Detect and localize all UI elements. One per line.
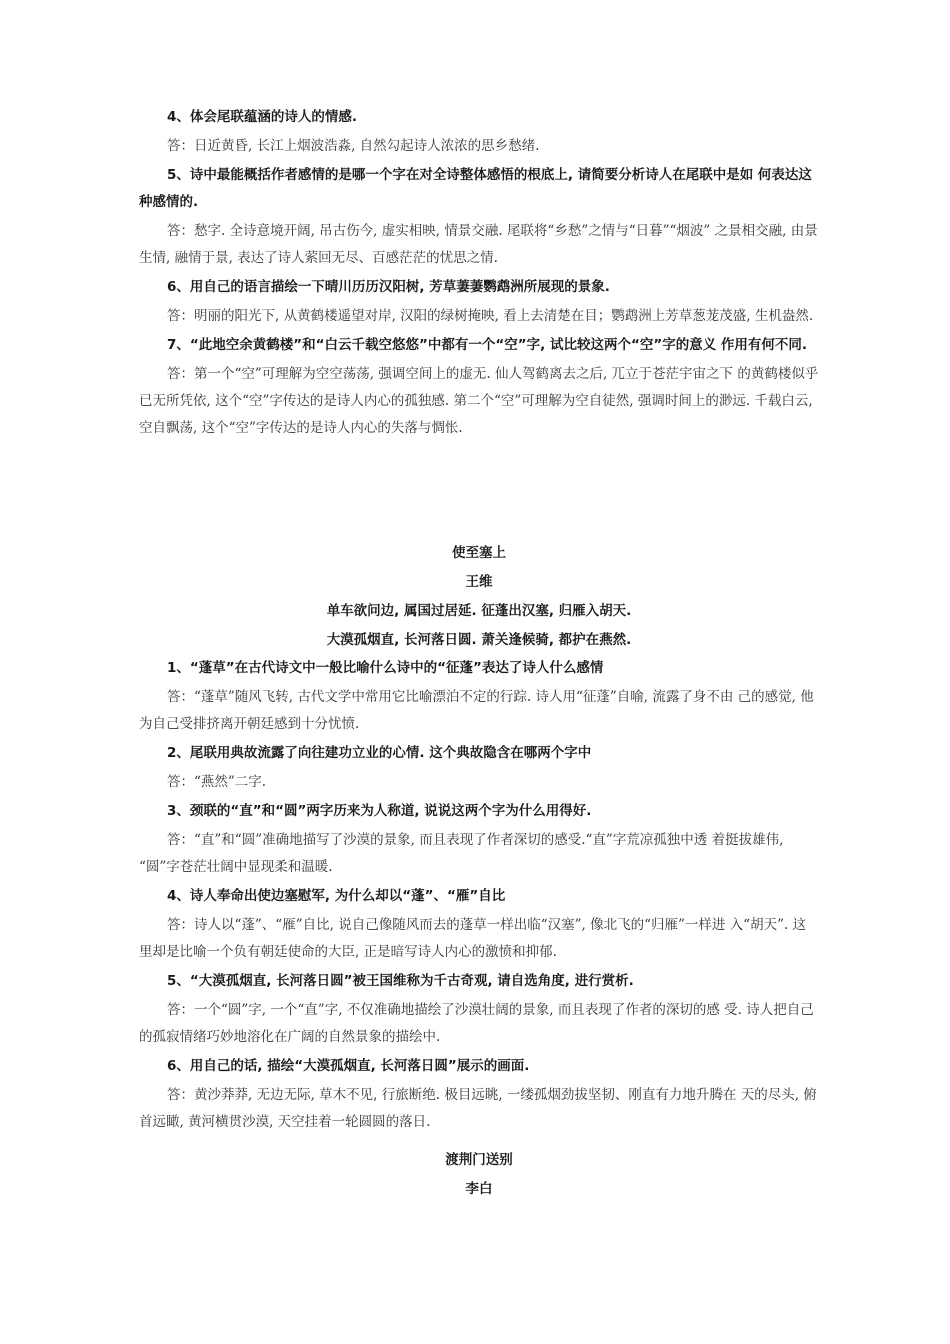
- poem-line-1: 单车欲问边, 属国过居延. 征蓬出汉塞, 归雁入胡天.: [326, 603, 632, 619]
- question-1: 1、“蓬草”在古代诗文中一般比喻什么诗中的“征蓬”表达了诗人什么感情: [167, 660, 604, 676]
- question-2: 2、尾联用典故流露了向往建功立业的心情. 这个典故隐含在哪两个字中: [167, 745, 592, 761]
- question-5: 5、诗中最能概括作者感情的是哪一个字在对全诗整体感悟的根底上, 请简要分析诗人在尾联中是如 何表达这种感情的.: [139, 167, 812, 210]
- answer-4: 答：诗人以“蓬”、“雁”自比, 说自己像随风而去的蓬草一样出临“汉塞”, 像北飞的“归雁”一样进 入“胡天”. 这里却是比喻一个负有朝廷使命的大臣, 正是暗写诗人内心的激愤和抑郁.: [139, 917, 807, 960]
- answer-2: 答：“燕然”二字.: [167, 774, 267, 790]
- question-7: 7、“此地空余黄鹤楼”和“白云千载空悠悠”中都有一个“空”字, 试比较这两个“空”字的意义 作用有何不同.: [167, 337, 808, 353]
- poem-author: 王维: [465, 574, 493, 590]
- answer-4: 答：日近黄昏, 长江上烟波浩淼, 自然勾起诗人浓浓的思乡愁绪.: [167, 138, 540, 154]
- answer-5: 答：愁字. 全诗意境开阔, 吊古伤今, 虚实相映, 情景交融. 尾联将“乡愁”之情与“日暮”“烟波” 之景相交融, 由景生情, 融情于景, 表达了诗人萦回无尽、百感茫茫的忧思之情.: [139, 223, 818, 266]
- poem-title: 渡荆门送别: [445, 1152, 513, 1168]
- section-yellow-crane-tower-questions: [139, 104, 819, 442]
- question-3: 3、颈联的“直”和“圆”两字历来为人称道, 说说这两个字为什么用得好.: [167, 803, 592, 819]
- section-envoy-to-frontier-questions: [139, 655, 819, 1136]
- question-6: 6、用自己的话, 描绘“大漠孤烟直, 长河落日圆”展示的画面.: [167, 1058, 530, 1074]
- poem-line-2: 大漠孤烟直, 长河落日圆. 萧关逢候骑, 都护在燕然.: [326, 632, 632, 648]
- answer-3: 答：“直”和“圆”准确地描写了沙漠的景象, 而且表现了作者深切的感受.“直”字荒凉孤独中透 着挺拔雄伟, “圆”字苍茫壮阔中显现柔和温暖.: [139, 832, 784, 875]
- answer-6: 答：明丽的阳光下, 从黄鹤楼遥望对岸, 汉阳的绿树掩映, 看上去清楚在目；鹦鹉洲上芳草葱茏茂盛, 生机盎然.: [167, 308, 814, 324]
- poem-title: 使至塞上: [452, 545, 506, 561]
- question-6: 6、用自己的语言描绘一下晴川历历汉阳树, 芳草萋萋鹦鹉洲所展现的景象.: [167, 279, 610, 295]
- poem-author: 李白: [465, 1181, 493, 1197]
- answer-7: 答：第一个“空”可理解为空空荡荡, 强调空间上的虚无. 仙人驾鹤离去之后, 兀立于苍茫宇宙之下 的黄鹤楼似乎已无所凭依, 这个“空”字传达的是诗人内心的孤独感. 第二个“空”可理解为空自徒然, 强调时间上的渺远. 千载白云, 空自飘荡, 这个“空”字传达的是诗人内心的失落与惆怅.: [139, 366, 819, 436]
- answer-6: 答：黄沙莽莽, 无边无际, 草木不见, 行旅断绝. 极目远眺, 一缕孤烟劲拔坚韧、刚直有力地升腾在 天的尽头, 俯首远瞰, 黄河横贯沙漠, 天空挂着一轮圆圆的落日.: [139, 1087, 817, 1130]
- question-4: 4、体会尾联蕴涵的诗人的情感.: [167, 109, 358, 125]
- question-4: 4、诗人奉命出使边塞慰军, 为什么却以“蓬”、“雁”自比: [167, 888, 506, 904]
- question-5: 5、“大漠孤烟直, 长河落日圆”被王国维称为千古奇观, 请自选角度, 进行赏析.: [167, 973, 634, 989]
- answer-5: 答：一个“圆”字, 一个“直”字, 不仅准确地描绘了沙漠壮阔的景象, 而且表现了作者的深切的感 受. 诗人把自己的孤寂情绪巧妙地溶化在广阔的自然景象的描绘中.: [139, 1002, 814, 1045]
- answer-1: 答：“蓬草”随风飞转, 古代文学中常用它比喻漂泊不定的行踪. 诗人用“征蓬”自喻, 流露了身不由 己的感觉, 他为自己受排挤离开朝廷感到十分忧愤.: [139, 689, 814, 732]
